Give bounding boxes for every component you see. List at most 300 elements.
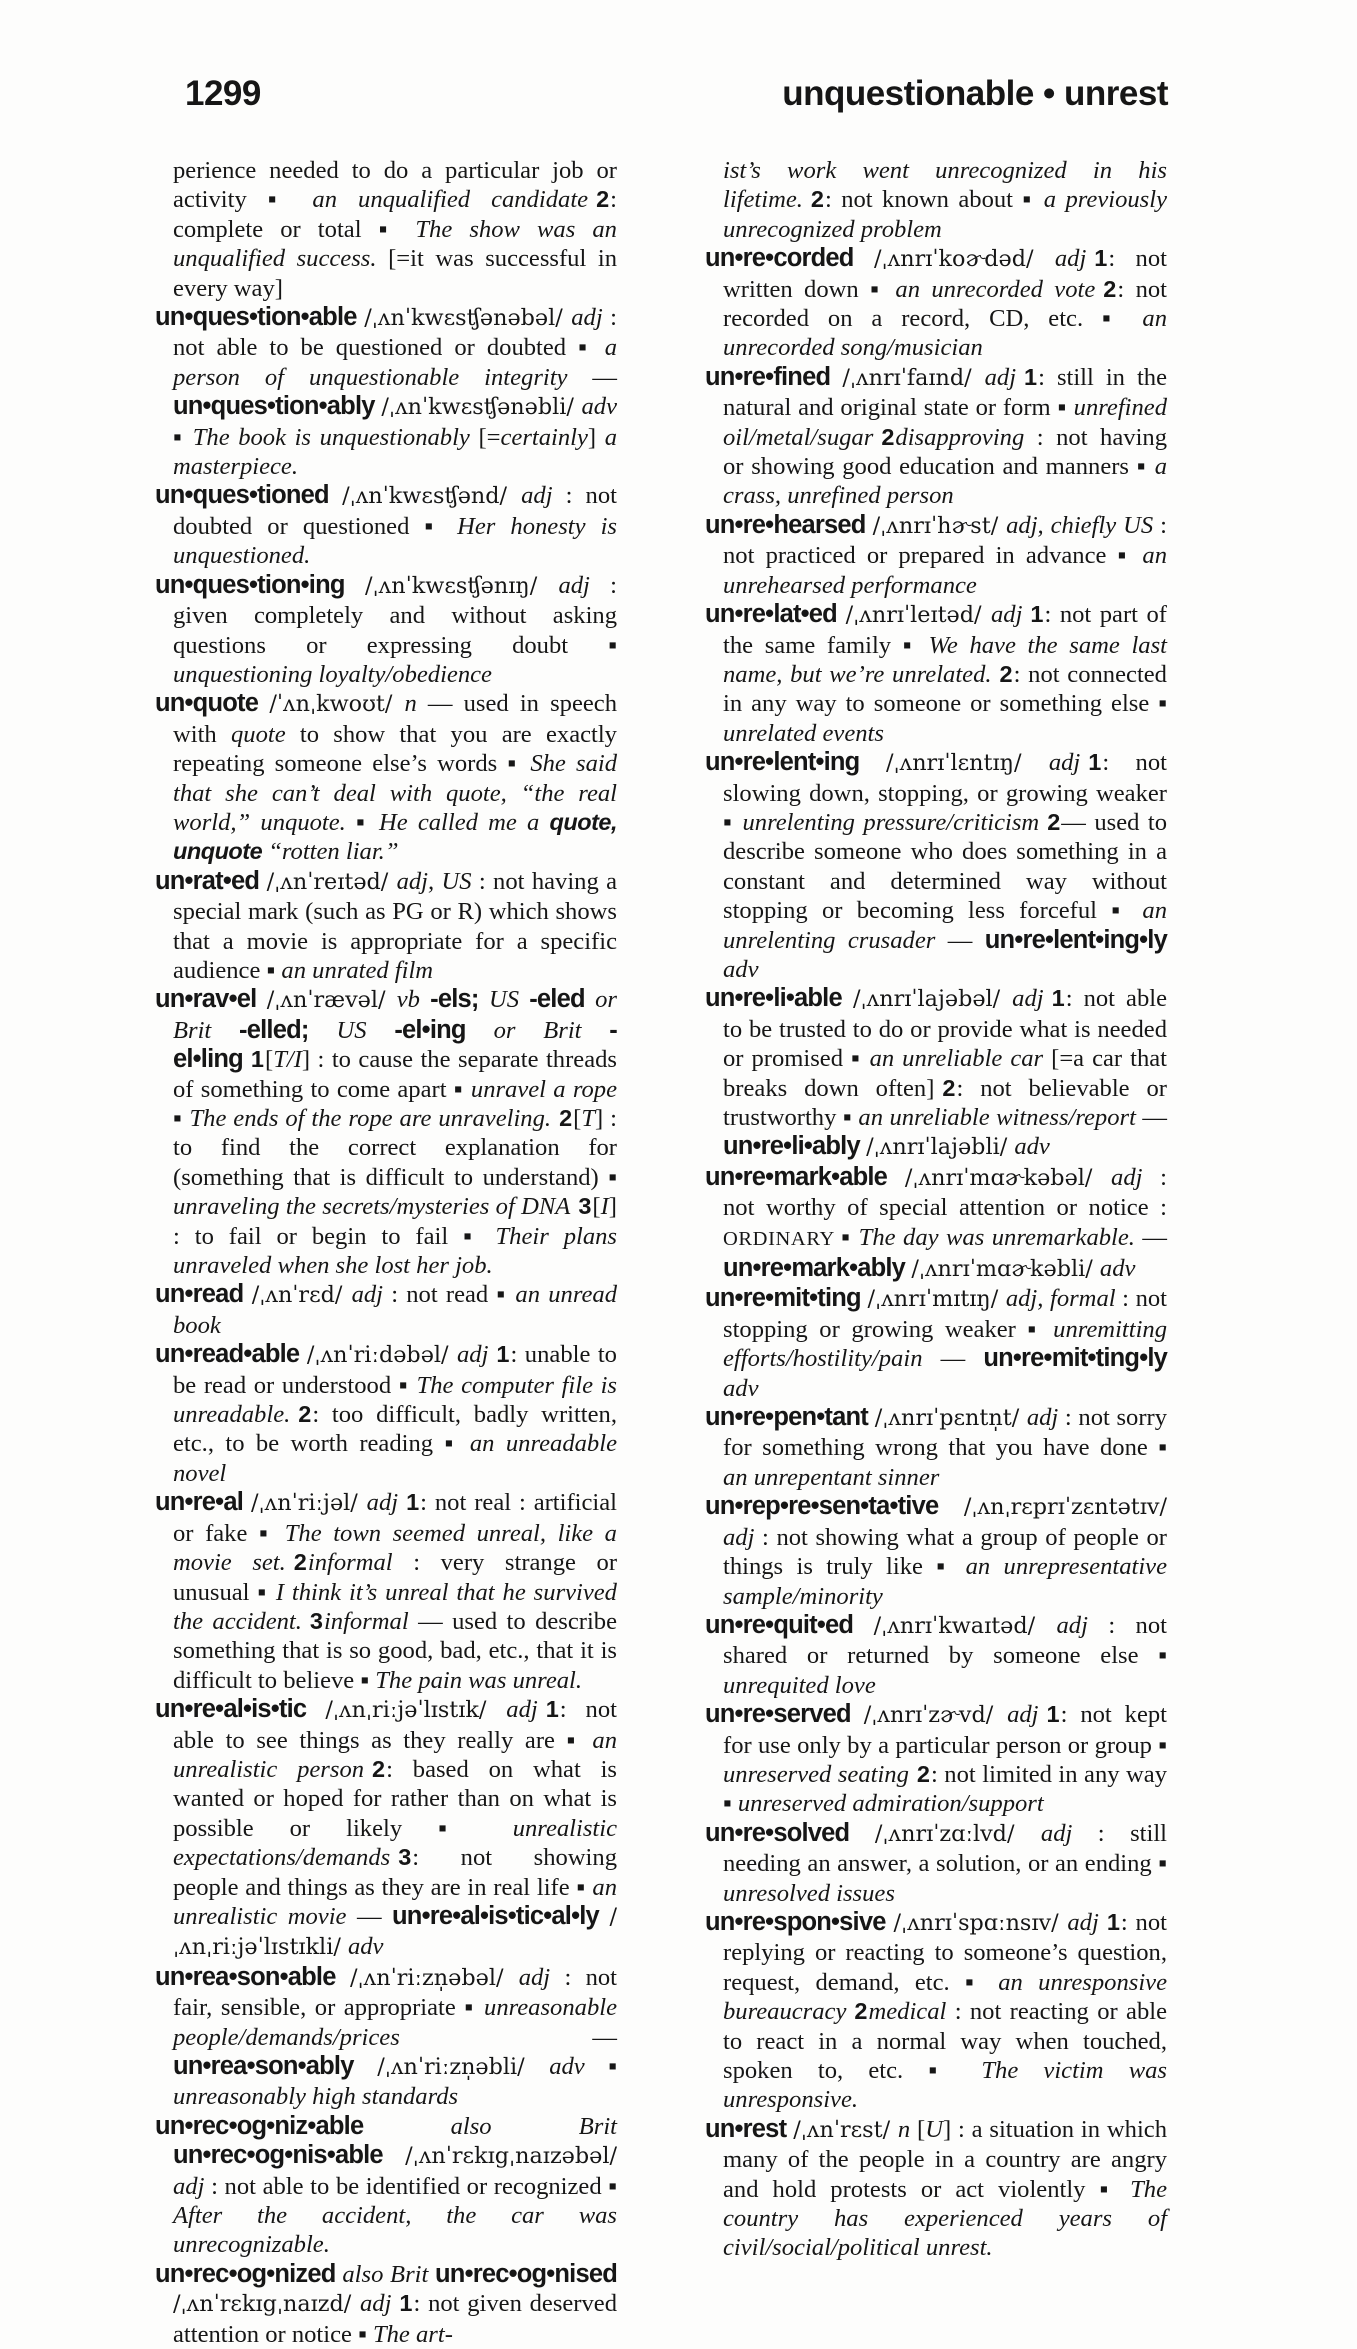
sense-number: 1	[1024, 363, 1038, 390]
entry-unquote	[155, 689, 617, 866]
definition-text: : very strange or unusual ▪	[173, 1549, 618, 1606]
definition-text: to show that you are exactly repeating someone else’s words ▪	[173, 720, 617, 778]
headword: -eled	[529, 985, 596, 1014]
definition-text: —	[356, 1902, 393, 1930]
italic-text: adj, chiefly US	[1006, 511, 1161, 539]
pronunciation: /ˌʌnrɪˈzɑːlvd/	[874, 1820, 1041, 1847]
definition-text: : complete or total ▪	[173, 186, 618, 243]
headword: un•re•lent•ing	[705, 748, 886, 777]
italic-text: n	[897, 2115, 917, 2143]
headword: un•re•li•ably	[723, 1132, 867, 1161]
definition-text: —	[592, 363, 617, 391]
headword: un•rea•son•able	[155, 1962, 351, 1991]
pronunciation: /ˌʌnrɪˈhɚst/	[872, 512, 1007, 539]
italic-text: medical	[868, 1998, 955, 2026]
pronunciation: /ˌʌnˈrɛkɪgˌnaɪzəbəl/	[405, 2143, 617, 2170]
italic-text: After the accident, the car was unrecognizable.	[173, 2202, 617, 2259]
entry-unremarkable	[705, 1163, 1167, 1285]
entry-unrecognized	[155, 2260, 617, 2349]
italic-text: an unreadable novel	[173, 1430, 617, 1487]
italic-text: The day was unremarkable.	[858, 1223, 1143, 1251]
definition-text: : not able to be identified or recognized ▪	[211, 2172, 617, 2200]
italic-text: an unrepentant sinner	[723, 1463, 940, 1491]
entry-unquestioning	[155, 571, 617, 690]
pronunciation: /ˌʌnrɪˈmɑɚkəbəl/	[904, 1164, 1112, 1191]
pronunciation: /ˌʌnrɪˈmɑɚkəbli/	[911, 1256, 1100, 1283]
pronunciation: /ˌʌnrɪˈzɚvd/	[863, 1702, 1008, 1729]
italic-text: adj	[1111, 1163, 1161, 1191]
entry-unrequited	[705, 1611, 1167, 1700]
italic-text: an unrehearsed performance	[723, 542, 1167, 599]
italic-text: I think it’s unreal that he survived the accident.	[173, 1578, 617, 1635]
italic-text: The pain was unreal.	[375, 1666, 583, 1694]
sense-number: 3	[578, 1193, 592, 1220]
pronunciation: /ˌʌnˌrɛprɪˈzɛntətɪv/	[963, 1494, 1167, 1521]
italic-text: She said that she can’t deal with quote, “the real world,” unquote.	[173, 750, 617, 836]
pronunciation: /ˌʌnˈriːjəl/	[251, 1490, 367, 1517]
headword: -els;	[430, 985, 489, 1014]
italic-text: an unrated film	[281, 956, 434, 984]
definition-text: ] : to cause the separate threads of something to come apart ▪	[173, 1046, 617, 1103]
headword: un•rep•re•sen•ta•tive	[705, 1492, 964, 1521]
italic-text: adj	[518, 1963, 565, 1991]
definition-text: —	[592, 2023, 617, 2051]
definition-text: [	[917, 2115, 926, 2143]
italic-text: adv	[1099, 1255, 1136, 1283]
italic-text: T/I	[273, 1046, 302, 1074]
italic-text: US	[488, 986, 530, 1014]
pronunciation: /ˌʌnˈriːzn̩əbəl/	[350, 1964, 519, 1991]
italic-text: adj	[521, 482, 566, 510]
italic-text: adv	[723, 955, 759, 983]
italic-text: We have the same last name, but we’re unrelated.	[723, 631, 1167, 688]
definition-text: : not shared or returned by someone else ▪	[723, 1611, 1167, 1670]
italic-text: quote	[230, 720, 300, 748]
italic-text: unquestioning loyalty/obedience	[173, 660, 492, 688]
italic-text: a crass, unrefined person	[723, 453, 1167, 510]
italic-text: adj	[506, 1696, 538, 1724]
italic-text: adv	[581, 393, 617, 421]
italic-text: unremitting efforts/hostility/pain	[723, 1315, 1167, 1373]
pronunciation: /ˌʌnˈrɛkɪgˌnaɪzd/	[173, 2291, 360, 2318]
italic-text: The country has experienced years of civil/social/political unrest.	[723, 2175, 1167, 2262]
italic-text: adj	[456, 1341, 489, 1369]
headword: un•ques•tion•able	[155, 303, 365, 332]
definition-text: ] : to find the correct explanation for (something that is difficult to understand) ▪	[173, 1105, 618, 1191]
entry-unrecognizable	[155, 2112, 617, 2260]
italic-text: certainly	[500, 423, 588, 451]
italic-text: a previously unrecognized problem	[723, 186, 1167, 243]
sense-number: 2	[372, 1755, 386, 1782]
italic-text: unreasonably high standards	[173, 2083, 459, 2111]
definition-text: ▪	[173, 1105, 190, 1132]
pronunciation: /ˌʌnˌriːjəˈlɪstɪkli/	[173, 1903, 617, 1961]
bold-italic-text: quote, unquote	[173, 808, 617, 865]
sense-number: 2	[854, 1998, 868, 2025]
definition-text: perience needed to do a particular job or activity ▪	[173, 157, 617, 214]
definition-text: : not practiced or prepared in advance ▪	[723, 511, 1167, 570]
italic-text: The show was an unqualified success.	[173, 215, 617, 273]
definition-text: : not limited in any way ▪	[723, 1760, 1168, 1818]
italic-text: The ends of the rope are unraveling.	[189, 1105, 552, 1132]
italic-text: I	[600, 1193, 609, 1221]
definition-text: : not stopping or growing weaker ▪	[723, 1285, 1167, 1343]
pronunciation: /ˌʌnˈriːdəbəl/	[306, 1342, 457, 1369]
entry-unrecognized-continuation	[705, 156, 1167, 244]
italic-text: adj	[359, 2290, 392, 2318]
entry-unravel	[155, 985, 617, 1280]
definition-text: : not showing people and things as they are in real life ▪	[173, 1844, 617, 1901]
italic-text: Her honesty is unquestioned.	[173, 512, 617, 570]
headword: un•ques•tioned	[155, 481, 343, 510]
definition-text: : given completely and without asking questions or expressing doubt ▪	[173, 571, 617, 659]
italic-text: He called me a	[378, 808, 550, 836]
dictionary-columns	[155, 156, 1167, 2349]
sense-number: 3	[398, 1844, 412, 1871]
italic-text: The computer file is unreadable.	[173, 1371, 617, 1429]
italic-text: an unrealistic movie	[173, 1873, 617, 1930]
headword: un•rest	[705, 2114, 794, 2143]
definition-text: : not written down ▪	[723, 245, 1167, 303]
definition-text: ▪	[608, 2053, 617, 2080]
headword: un•re•al•is•tic•al•ly	[392, 1901, 610, 1930]
entry-unqualified-continuation	[155, 156, 617, 303]
definition-text: [=a car that breaks down often]	[723, 1045, 1167, 1102]
headword: un•re•li•able	[705, 984, 854, 1013]
italic-text: unrelated events	[723, 719, 884, 747]
pronunciation: /ˌʌnˈrɛd/	[251, 1282, 352, 1309]
headword: un•re•lent•ing•ly	[984, 925, 1167, 954]
italic-text: The town seemed unreal, like a movie set.	[173, 1519, 617, 1577]
sense-number: 2	[999, 660, 1013, 687]
definition-text: : not doubted or questioned ▪	[173, 482, 617, 540]
headword: un•re•al•is•tic	[155, 1695, 326, 1724]
pronunciation: /ˌʌnrɪˈkwaɪtəd/	[873, 1612, 1057, 1639]
pronunciation: /ˌʌnrɪˈspɑːnsɪv/	[893, 1909, 1068, 1936]
entry-unrelated	[705, 600, 1167, 748]
pronunciation: /ˌʌnrɪˈfaɪnd/	[842, 364, 985, 391]
sense-number: 2	[810, 186, 824, 213]
definition-text: : not able to be questioned or doubted ▪	[173, 304, 617, 362]
entry-unrehearsed	[705, 511, 1167, 600]
definition-text: [=it was successful in every way]	[173, 245, 617, 302]
definition-text: : not part of the same family ▪	[723, 601, 1167, 659]
headword: un•re•fined	[705, 362, 843, 391]
italic-text: adj	[723, 1523, 763, 1551]
definition-text: : not connected in any way to someone or something else ▪	[723, 660, 1167, 718]
entry-unrelenting	[705, 748, 1167, 984]
definition-text: : not slowing down, stopping, or growing weaker ▪	[723, 749, 1167, 836]
sense-number: 2	[559, 1105, 573, 1131]
sense-number: 1	[545, 1696, 559, 1723]
headword: un•re•pen•tant	[705, 1403, 875, 1432]
italic-text: an unrecorded vote	[895, 275, 1096, 303]
headword: un•re•solved	[705, 1818, 875, 1847]
italic-text: vb	[396, 986, 431, 1014]
headword: un•rec•og•nis•able	[173, 2141, 406, 2170]
italic-text: unrequited love	[723, 1671, 876, 1699]
pronunciation: /ˌʌnˈreɪtəd/	[266, 868, 397, 895]
definition-text: [	[573, 1105, 582, 1132]
headword: un•ques•tion•ing	[155, 570, 366, 599]
italic-text: adv	[723, 1374, 759, 1402]
headword: un•re•hearsed	[705, 510, 873, 539]
headword: un•re•quit•ed	[705, 1610, 874, 1639]
sense-number: 2	[916, 1760, 930, 1787]
right-column	[705, 156, 1167, 2349]
page-number: 1299	[185, 74, 261, 113]
guide-words: unquestionable • unrest	[782, 74, 1168, 113]
sense-number: 2	[1103, 275, 1117, 302]
pronunciation: /ˌʌnˈkwɛsʧənəbəl/	[364, 305, 572, 332]
italic-text: unrelenting pressure/criticism	[742, 808, 1040, 836]
italic-text: an unread book	[173, 1281, 617, 1339]
italic-text: an unrecorded song/musician	[723, 305, 1167, 362]
definition-text: — used to describe something that is so good, bad, etc., that it is difficult to believe ▪	[173, 1607, 618, 1694]
page-header	[155, 74, 1168, 114]
pronunciation: /ˌʌnˈkwɛsʧənəbli/	[381, 394, 582, 421]
left-column	[155, 156, 617, 2349]
italic-text: informal	[323, 1607, 419, 1635]
definition-text: ▪	[841, 1223, 859, 1251]
headword: un•re•served	[705, 1700, 864, 1729]
definition-text: : based on what is wanted or hoped for rather than on what is possible or likely ▪	[173, 1755, 617, 1842]
definition-text: —	[1142, 1104, 1167, 1131]
pronunciation: /ˌʌnrɪˈmɪtɪŋ/	[867, 1286, 1006, 1313]
italic-text: an unrealistic person	[173, 1726, 617, 1783]
entry-unreserved	[705, 1700, 1167, 1819]
italic-text: unreserved seating	[723, 1760, 909, 1788]
definition-text: : not able to be trusted to do or provide what is needed or promised ▪	[723, 985, 1167, 1073]
entry-unquestioned	[155, 481, 617, 570]
italic-text: informal	[307, 1549, 414, 1577]
entry-unrated	[155, 867, 617, 986]
headword: -el•ing	[394, 1015, 494, 1044]
definition-text: ]	[587, 423, 605, 451]
headword: -el•ling	[173, 1015, 617, 1074]
italic-text: T	[581, 1105, 596, 1132]
sense-number: 1	[406, 1489, 420, 1516]
italic-text: US	[336, 1016, 395, 1044]
entry-unreadable	[155, 1340, 617, 1488]
italic-text: adj	[990, 601, 1023, 629]
definition-text: : not known about ▪	[824, 186, 1044, 214]
definition-text: : unable to be read or understood ▪	[173, 1341, 617, 1399]
definition-text: : not kept for use only by a particular person or group ▪	[723, 1701, 1167, 1759]
italic-text: adj	[1067, 1908, 1099, 1936]
pronunciation: /ˌʌnˈkwɛsʧənɪŋ/	[365, 572, 559, 599]
italic-text: unrealistic expectations/demands	[173, 1814, 617, 1872]
definition-text: : not given deserved attention or notice ▪	[173, 2290, 618, 2348]
definition-text: : not recorded on a record, CD, etc. ▪	[723, 275, 1167, 333]
definition-text: —	[1142, 1223, 1168, 1251]
italic-text: a person of unquestionable integrity	[173, 334, 617, 391]
pronunciation: /ˌʌnrɪˈpɛntn̩t/	[874, 1405, 1027, 1432]
italic-text: an unrepresentative sample/minority	[723, 1553, 1167, 1610]
headword: un•read	[155, 1280, 252, 1309]
pronunciation: /ˌʌnrɪˈlɛntɪŋ/	[885, 750, 1049, 777]
headword: un•re•spon•sive	[705, 1907, 894, 1936]
definition-text: : not fair, sensible, or appropriate ▪	[173, 1963, 617, 2022]
italic-text: an unreliable car	[869, 1045, 1052, 1073]
headword: un•rav•el	[155, 985, 267, 1014]
italic-text: adj	[1026, 1404, 1065, 1432]
definition-text: : still in the natural and original state or form ▪	[723, 363, 1167, 422]
headword: un•rat•ed	[155, 866, 267, 895]
definition-text: : not real : artificial or fake ▪	[173, 1489, 617, 1547]
headword: un•re•mark•ably	[723, 1254, 912, 1283]
pronunciation: /ˌʌnˈkwɛsʧənd/	[342, 483, 522, 510]
headword: un•read•able	[155, 1340, 307, 1369]
headword: un•rec•og•niz•able	[155, 2111, 451, 2140]
italic-text: adj	[571, 304, 611, 332]
italic-text: The book is unquestionably	[192, 423, 479, 451]
definition-text: : still needing an answer, a solution, or an ending ▪	[723, 1819, 1168, 1878]
italic-text: or Brit	[173, 986, 617, 1044]
italic-text: adj	[351, 1281, 392, 1309]
italic-text: adj, formal	[1005, 1285, 1123, 1313]
sense-number: 1	[1046, 1701, 1060, 1728]
italic-text: adj, US	[396, 867, 479, 895]
definition-text: ▪	[356, 808, 379, 836]
pronunciation: /ˌʌnˌriːjəˈlɪstɪk/	[325, 1697, 507, 1724]
italic-text: adj	[558, 571, 611, 599]
sense-number: 2	[881, 423, 895, 450]
pronunciation: /ˌʌnrɪˈleɪtəd/	[845, 602, 991, 629]
sense-number: 2	[942, 1074, 956, 1101]
headword: un•re•al	[155, 1488, 252, 1517]
entry-unrealistic	[155, 1695, 617, 1963]
italic-text: adj	[1054, 245, 1087, 273]
italic-text: adj	[1048, 749, 1081, 777]
entry-unrepresentative	[705, 1492, 1167, 1611]
definition-text: : not replying or reacting to someone’s question, request, demand, etc. ▪	[723, 1908, 1167, 1996]
headword: un•rec•og•nized	[155, 2259, 343, 2288]
definition-text: : not believable or trustworthy ▪	[723, 1074, 1168, 1131]
pronunciation: /ˌʌnrɪˈlajəbəl/	[853, 986, 1013, 1013]
italic-text: also Brit	[342, 2260, 436, 2288]
definition-text: — used in speech with	[173, 690, 617, 748]
sense-number: 1	[250, 1046, 264, 1073]
italic-text: adv	[1014, 1133, 1050, 1161]
definition-text: —	[940, 1345, 984, 1373]
sense-number: 2	[298, 1401, 312, 1428]
entry-unrecorded	[705, 244, 1167, 363]
sense-number: 1	[1051, 985, 1065, 1012]
pronunciation: /ˌʌnrɪˈkoɚdəd/	[874, 246, 1055, 273]
headword: un•re•lat•ed	[705, 600, 846, 629]
definition-text: ] : to fail or begin to fail ▪	[173, 1193, 617, 1250]
italic-text: adj	[1007, 1701, 1039, 1729]
sense-number: 1	[1094, 245, 1108, 272]
entry-unrefined	[705, 363, 1167, 511]
italic-text: adv	[347, 1933, 384, 1961]
italic-text: The art-	[372, 2320, 453, 2348]
entry-unreal	[155, 1488, 617, 1695]
italic-text: an unreliable witness/report	[858, 1104, 1143, 1131]
italic-text: also Brit	[450, 2112, 617, 2140]
italic-text: unrefined oil/metal/sugar	[723, 394, 1167, 451]
definition-text: : not having a special mark (such as PG or R) which shows that a movie is appropriate for a specific audience ▪	[173, 867, 618, 984]
pronunciation: /ˌʌnˈrɛst/	[793, 2116, 898, 2143]
entry-unquestionable	[155, 303, 617, 481]
pronunciation: /ˌʌnrɪˈlajəbli/	[866, 1134, 1015, 1161]
italic-text: The victim was unresponsive.	[723, 2057, 1167, 2114]
italic-text: adj	[984, 363, 1017, 391]
italic-text: unraveling the secrets/mysteries of DNA	[173, 1193, 571, 1221]
italic-text: unreserved admiration/support	[737, 1790, 1044, 1818]
definition-text: : not able to see things as they really are ▪	[173, 1696, 617, 1754]
headword: un•rec•og•nised	[435, 2259, 617, 2288]
definition-text: : not sorry for something wrong that you have done ▪	[723, 1404, 1168, 1462]
sense-number: 2	[1047, 808, 1061, 835]
pronunciation: /ˈʌnˌkwoʊt/	[269, 691, 405, 718]
definition-text: [	[265, 1046, 274, 1074]
italic-text: an unrelenting crusader	[723, 897, 1167, 954]
italic-text: adj	[366, 1489, 399, 1517]
definition-text: — used to describe someone who does something in a constant and determined way without stopping or becoming less forceful ▪	[723, 808, 1167, 925]
italic-text: adj	[1040, 1819, 1098, 1847]
italic-text: an unresponsive bureaucracy	[723, 1968, 1168, 2026]
definition-text: [	[592, 1193, 601, 1221]
headword: un•re•mit•ting•ly	[983, 1344, 1167, 1373]
sense-number: 2	[293, 1549, 307, 1576]
definition-text: ] : a situation in which many of the people in a country are angry and hold protests or act violently ▪	[723, 2115, 1168, 2203]
italic-text: unresolved issues	[723, 1879, 895, 1907]
small-caps-text: ORDINARY	[723, 1227, 842, 1250]
definition-text: : not showing what a group of people or things is truly like ▪	[723, 1523, 1168, 1581]
sense-number: 3	[309, 1607, 323, 1634]
italic-text: U	[925, 2115, 943, 2143]
italic-text: disapproving	[895, 423, 1037, 451]
italic-text: an unqualified candidate	[312, 186, 589, 214]
definition-text: : too difficult, badly written, etc., to be worth reading ▪	[173, 1401, 617, 1458]
italic-text: or Brit	[493, 1016, 610, 1044]
sense-number: 1	[496, 1341, 510, 1368]
definition-text: ▪	[173, 423, 193, 451]
headword: un•ques•tion•ably	[173, 392, 382, 421]
definition-text: —	[947, 926, 985, 954]
entry-unreliable	[705, 984, 1167, 1162]
definition-text: : not reacting or able to react in a normal way when touched, spoken to, etc. ▪	[723, 1998, 1167, 2084]
definition-text: : not worthy of special attention or notice :	[723, 1163, 1168, 1222]
entry-unreasonable	[155, 1963, 617, 2112]
italic-text: n	[404, 690, 428, 718]
entry-unrest	[705, 2115, 1167, 2263]
italic-text: Their plans unraveled when she lost her job.	[173, 1222, 617, 1280]
italic-text: ist’s work went unrecognized in his lifetime.	[723, 157, 1167, 214]
entry-unrepentant	[705, 1403, 1167, 1492]
definition-text: : not read ▪	[391, 1281, 516, 1309]
entry-unresponsive	[705, 1908, 1167, 2115]
italic-text: adv	[549, 2053, 609, 2080]
entry-unremitting	[705, 1284, 1167, 1403]
italic-text: unravel a rope	[470, 1075, 618, 1103]
italic-text: “rotten liar.”	[268, 838, 399, 866]
definition-text: [=	[478, 423, 501, 451]
sense-number: 1	[1106, 1908, 1120, 1935]
headword: -elled;	[239, 1015, 337, 1044]
sense-number: 1	[399, 2290, 413, 2317]
headword: un•rea•son•ably	[173, 2052, 378, 2080]
sense-number: 1	[1088, 749, 1102, 776]
headword: un•quote	[155, 689, 270, 718]
italic-text: unreasonable people/demands/prices	[173, 1994, 617, 2051]
pronunciation: /ˌʌnˈrævəl/	[266, 987, 397, 1014]
headword: un•re•corded	[705, 244, 875, 273]
definition-text: : not having or showing good education and manners ▪	[723, 423, 1167, 481]
sense-number: 2	[596, 186, 610, 213]
